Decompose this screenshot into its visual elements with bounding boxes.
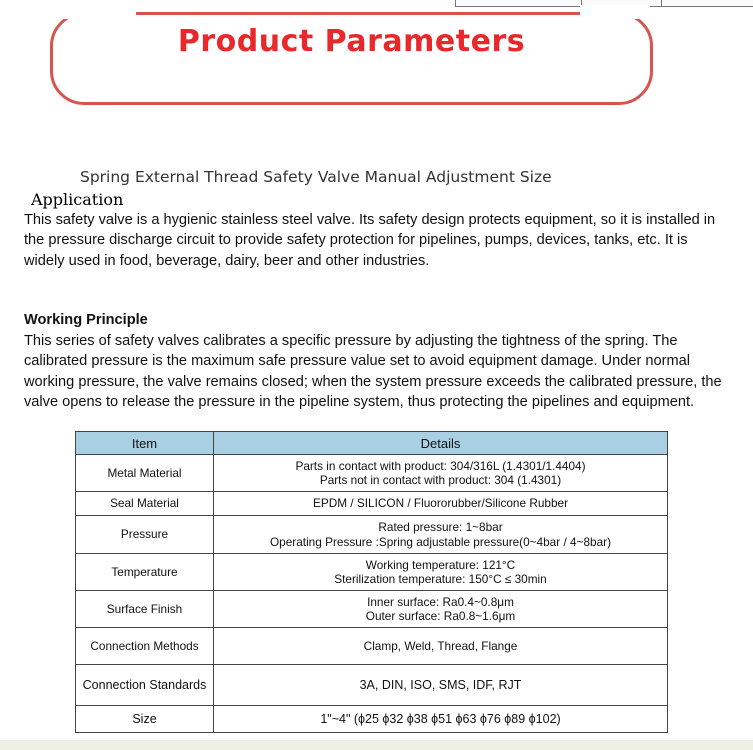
table-header-row	[76, 432, 668, 455]
application-text: This safety valve is a hygienic stainless steel valve. Its safety design protects equipment, so it is installed in the pressure discharge circuit to provide safety protection for pipelines, pumps, devices, tanks, etc. It is widely used in food, beverage, dairy, beer and other industries.	[24, 212, 716, 269]
row-details: Working temperature: 121°C Sterilization temperature: 150°C ≤ 30min	[214, 554, 668, 591]
row-details: 3A, DIN, ISO, SMS, IDF, RJT	[214, 665, 668, 706]
banner-gap-top-left	[56, 5, 136, 19]
row-details: Rated pressure: 1~8bar Operating Pressure :Spring adjustable pressure(0~4bar / 4~8bar)	[214, 516, 668, 554]
table-row	[76, 628, 668, 665]
row-details: Clamp, Weld, Thread, Flange	[214, 628, 668, 665]
table-row	[76, 665, 668, 706]
table-row	[76, 492, 668, 516]
table-row	[76, 706, 668, 733]
working-principle-text: This series of safety valves calibrates a specific pressure by adjusting the tightness of the spring. The calibrated pressure is the maximum safe pressure value set to avoid equipment damage. Under normal working pressure, the valve remains closed; when the system pressure exceeds the calibrated pressure, the valve opens to release the pressure in the pipeline system, thus protecting the pipelines and equipment.	[24, 333, 722, 410]
row-details: Inner surface: Ra0.4~0.8μm Outer surface: Ra0.8~1.6μm	[214, 591, 668, 628]
row-item: Connection Methods	[76, 628, 214, 665]
row-details: 1"~4" (ϕ25 ϕ32 ϕ38 ϕ51 ϕ63 ϕ76 ϕ89 ϕ102)	[214, 706, 668, 733]
row-item: Pressure	[76, 516, 214, 554]
table-row	[76, 591, 668, 628]
row-item: Surface Finish	[76, 591, 214, 628]
row-item: Size	[76, 706, 214, 733]
banner-gap-top-right	[580, 5, 650, 19]
working-principle-heading: Working Principle	[24, 312, 148, 328]
table-row	[76, 455, 668, 492]
row-details: Parts in contact with product: 304/316L (1.4301/1.4404) Parts not in contact with product: 304 (1.4301)	[214, 455, 668, 492]
table-row	[76, 516, 668, 554]
bottom-band	[0, 740, 753, 750]
row-item: Seal Material	[76, 492, 214, 516]
header-details: Details	[214, 432, 668, 455]
row-item: Temperature	[76, 554, 214, 591]
page-title: Product Parameters	[177, 24, 526, 59]
table-row	[76, 554, 668, 591]
row-item: Connection Standards	[76, 665, 214, 706]
header-item: Item	[76, 432, 214, 455]
row-details: EPDM / SILICON / Fluororubber/Silicone Rubber	[214, 492, 668, 516]
application-heading: Application	[31, 190, 124, 209]
product-subtitle: Spring External Thread Safety Valve Manual Adjustment Size	[80, 168, 552, 186]
row-item: Metal Material	[76, 455, 214, 492]
parameters-table	[75, 431, 668, 733]
